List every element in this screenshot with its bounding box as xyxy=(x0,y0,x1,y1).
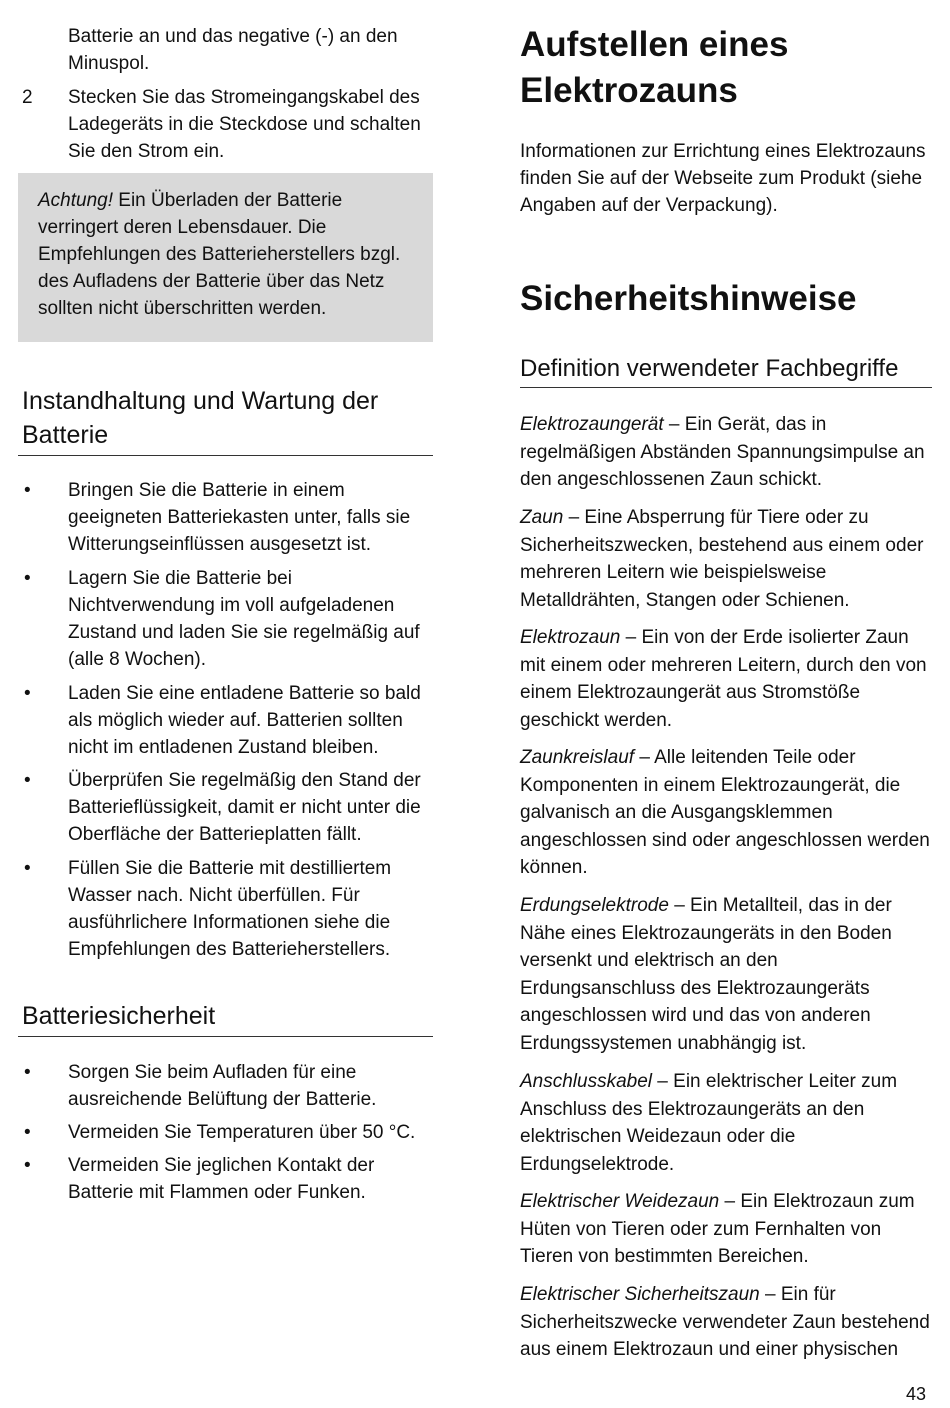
definition-term: Erdungselektrode xyxy=(520,895,669,916)
bullet-icon: • xyxy=(24,683,31,704)
definition-term: Elektrozaun xyxy=(520,627,621,648)
definition-term: Zaun xyxy=(520,507,564,528)
definition-term: Elektrischer Sicherheitszaun xyxy=(520,1284,760,1305)
definition-text: – Alle leitenden Teile oder Komponenten in einem Elektrozaungerät, die galvanisch an die Ausgangsklemmen angeschlossen sind oder angeschlossen werden können. xyxy=(520,747,930,878)
definition-text: – Ein Gerät, das in regelmäßigen Abständen Spannungsimpulse an den angeschlossenen Zaun schickt. xyxy=(520,414,925,490)
list-item-text: Vermeiden Sie jeglichen Kontakt der Batterie mit Flammen oder Funken. xyxy=(68,1155,375,1203)
list-item-text: Bringen Sie die Batterie in einem geeigneten Batteriekasten unter, falls sie Witterungseinflüssen ausgesetzt ist. xyxy=(68,480,411,555)
definition-text: – Ein für Sicherheitszwecke verwendeter Zaun bestehend aus einem Elektrozaun und einer physischen xyxy=(520,1284,930,1360)
bullet-icon: • xyxy=(24,1155,31,1176)
list-item-text: Überprüfen Sie regelmäßig den Stand der Batterieflüssigkeit, damit er nicht unter die Oberfläche der Batterieplatten fällt. xyxy=(68,770,421,845)
page-title-safety: Sicherheitshinweise xyxy=(520,279,857,318)
definition-text: – Ein Metallteil, das in der Nähe eines Elektrozaungeräts in den Boden versenkt und elektrisch an den Erdungsanschluss des Elektrozaungeräts angeschlossen wird und das von anderen Erdungssystemen unabhängig ist. xyxy=(520,895,892,1054)
definition-item xyxy=(520,744,930,882)
definition-item xyxy=(520,1281,930,1364)
definition-term: Anschlusskabel xyxy=(520,1071,653,1092)
intro-paragraph: Informationen zur Errichtung eines Elektrozauns finden Sie auf der Webseite zum Produkt (siehe Angaben auf der Verpackung). xyxy=(520,141,926,216)
definition-item xyxy=(520,504,930,614)
warning-text: Ein Überladen der Batterie verringert deren Lebensdauer. Die Empfehlungen des Batterieherstellers bzgl. des Aufladens der Batterie über das Netz sollten nicht überschritten werden. xyxy=(38,190,401,319)
definition-item xyxy=(520,1188,930,1271)
list-item-text: Sorgen Sie beim Aufladen für eine ausreichende Belüftung der Batterie. xyxy=(68,1062,377,1110)
list-item-text: Lagern Sie die Batterie bei Nichtverwendung im voll aufgeladenen Zustand und laden Sie sie regelmäßig auf (alle 8 Wochen). xyxy=(68,568,420,670)
step-number: 2 xyxy=(22,87,33,108)
definition-text: – Ein von der Erde isolierter Zaun mit einem oder mehreren Leitern, durch den von einem Elektrozaungerät aus Stromstöße geschickt werden. xyxy=(520,627,927,731)
bullet-icon: • xyxy=(24,858,31,879)
page-title-fence-setup: Aufstellen eines Elektrozauns xyxy=(520,25,789,110)
definition-item xyxy=(520,411,930,494)
warning-label: Achtung! xyxy=(38,190,113,211)
subsection-heading-definitions: Definition verwendeter Fachbegriffe xyxy=(520,353,932,388)
definition-term: Zaunkreislauf xyxy=(520,747,635,768)
list-item-text: Füllen Sie die Batterie mit destilliertem Wasser nach. Nicht überfüllen. Für ausführlichere Informationen siehe die Empfehlungen des Batterieherstellers. xyxy=(68,858,392,960)
definition-item xyxy=(520,892,930,1057)
page-number: 43 xyxy=(905,1384,926,1404)
bullet-icon: • xyxy=(24,1122,31,1143)
definition-text: – Ein elektrischer Leiter zum Anschluss des Elektrozaungeräts an den elektrischen Weidezaun oder die Erdungselektrode. xyxy=(520,1071,898,1175)
definition-text: – Eine Absperrung für Tiere oder zu Sicherheitszwecken, bestehend aus einem oder mehreren Leitern wie beispielsweise Metalldrähten, Stangen oder Schienen. xyxy=(520,507,924,611)
bullet-icon: • xyxy=(24,568,31,589)
bullet-icon: • xyxy=(24,480,31,501)
bullet-icon: • xyxy=(24,770,31,791)
definition-term: Elektrischer Weidezaun xyxy=(520,1191,720,1212)
section-heading-maintenance: Instandhaltung und Wartung der Batterie xyxy=(18,384,433,456)
definition-text: – Ein Elektrozaun zum Hüten von Tieren oder zum Fernhalten von Tieren von bestimmten Bereichen. xyxy=(520,1191,915,1267)
section-heading-battery-safety: Batteriesicherheit xyxy=(18,999,433,1037)
definition-term: Elektrozaungerät xyxy=(520,414,664,435)
warning-note xyxy=(18,173,433,342)
bullet-icon: • xyxy=(24,1062,31,1083)
list-item-text: Vermeiden Sie Temperaturen über 50 °C. xyxy=(68,1122,416,1143)
step-text: Stecken Sie das Stromeingangskabel des Ladegeräts in die Steckdose und schalten Sie den Strom ein. xyxy=(68,87,421,162)
definition-item xyxy=(520,1068,930,1178)
definition-item xyxy=(520,624,930,734)
list-item-text: Laden Sie eine entladene Batterie so bald als möglich wieder auf. Batterien sollten nicht im entladenen Zustand bleiben. xyxy=(68,683,421,758)
step-text: Batterie an und das negative (-) an den Minuspol. xyxy=(68,26,398,74)
